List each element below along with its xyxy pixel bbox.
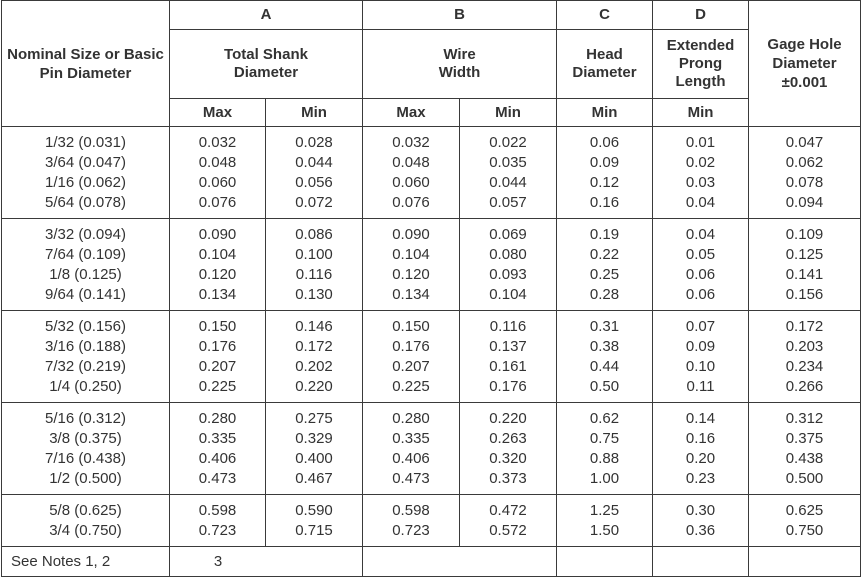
- col-letter-c: C: [557, 1, 653, 30]
- a-max-value: 0.598: [198, 502, 237, 519]
- nominal-size-value: 5/64 (0.078): [45, 194, 126, 211]
- d-min-value: 0.20: [685, 450, 716, 467]
- notes-label: See Notes 1, 2: [2, 547, 170, 577]
- a-min-cell: [266, 403, 363, 495]
- b-min-cell: [460, 311, 557, 403]
- b-max-value: 0.598: [392, 502, 430, 519]
- notes-row: [2, 547, 861, 577]
- gage-hole-cell: [749, 219, 861, 311]
- a-max-value: 0.406: [198, 450, 237, 467]
- d-min-cell: [653, 219, 749, 311]
- col-letter-b: B: [363, 1, 557, 30]
- b-max-value: 0.176: [392, 338, 430, 355]
- gage-hole-value: 0.062: [785, 154, 824, 171]
- a-min-value: 0.329: [295, 430, 333, 447]
- a-min-value: 0.072: [295, 194, 333, 211]
- d-min-value: 0.09: [685, 338, 716, 355]
- a-max-cell: [170, 403, 266, 495]
- a-min-value: 0.086: [295, 226, 333, 243]
- a-min-value: 0.202: [295, 358, 333, 375]
- b-max-value: 0.032: [392, 134, 430, 151]
- b-max-value: 0.207: [392, 358, 430, 375]
- notes-reference-value: 3: [213, 553, 223, 570]
- a-max-value: 0.225: [198, 378, 237, 395]
- a-max-cell: [170, 311, 266, 403]
- table-row: [2, 219, 861, 311]
- a-max-value: 0.473: [198, 470, 237, 487]
- c-min-value: 0.09: [589, 154, 620, 171]
- nominal-size-value: 3/16 (0.188): [45, 338, 126, 355]
- gage-hole-value: 0.047: [785, 134, 824, 151]
- row-group: [2, 127, 861, 219]
- a-min-value: 0.056: [295, 174, 333, 191]
- nominal-size-value: 3/64 (0.047): [45, 154, 126, 171]
- nominal-size-cell: [2, 495, 170, 547]
- b-max-header: Max: [363, 99, 460, 127]
- gage-hole-value: 0.203: [785, 338, 824, 355]
- c-min-value: 0.06: [589, 134, 620, 151]
- gage-hole-value: 0.625: [785, 502, 824, 519]
- b-min-value: 0.320: [489, 450, 527, 467]
- nominal-size-value: 1/8 (0.125): [49, 266, 122, 283]
- a-max-cell: [170, 219, 266, 311]
- c-min-value: 0.31: [589, 318, 620, 335]
- c-min-value: 0.19: [589, 226, 620, 243]
- d-min-value: 0.23: [685, 470, 716, 487]
- table-row: [2, 311, 861, 403]
- b-min-cell: [460, 403, 557, 495]
- nominal-size-value: 1/32 (0.031): [45, 134, 126, 151]
- table-header: [2, 1, 861, 127]
- gage-hole-cell: [749, 495, 861, 547]
- b-max-value: 0.473: [392, 470, 430, 487]
- row-group: [2, 495, 861, 547]
- b-max-value: 0.406: [392, 450, 430, 467]
- wire-width-header: Wire Width: [363, 30, 557, 99]
- head-diameter-header: Head Diameter: [557, 30, 653, 99]
- table-row: [2, 495, 861, 547]
- nominal-size-cell: [2, 219, 170, 311]
- a-min-cell: [266, 219, 363, 311]
- a-min-value: 0.116: [295, 266, 333, 283]
- nominal-size-value: 9/64 (0.141): [45, 286, 126, 303]
- gage-hole-value: 0.172: [785, 318, 824, 335]
- b-max-cell: [363, 311, 460, 403]
- a-min-value: 0.467: [295, 470, 333, 487]
- d-min-header: Min: [653, 99, 749, 127]
- b-max-value: 0.225: [392, 378, 430, 395]
- d-min-value: 0.30: [685, 502, 716, 519]
- nominal-size-value: 5/8 (0.625): [49, 502, 122, 519]
- a-max-value: 0.032: [198, 134, 237, 151]
- d-min-value: 0.06: [685, 286, 716, 303]
- a-min-value: 0.400: [295, 450, 333, 467]
- b-min-value: 0.176: [489, 378, 527, 395]
- d-min-value: 0.36: [685, 522, 716, 539]
- a-min-header: Min: [266, 99, 363, 127]
- gage-hole-value: 0.234: [785, 358, 824, 375]
- nominal-size-cell: [2, 311, 170, 403]
- row-group: [2, 219, 861, 311]
- c-min-cell: [557, 311, 653, 403]
- a-max-value: 0.076: [198, 194, 237, 211]
- a-min-value: 0.146: [295, 318, 333, 335]
- gage-hole-value: 0.750: [785, 522, 824, 539]
- d-min-value: 0.10: [685, 358, 716, 375]
- d-min-value: 0.04: [685, 194, 716, 211]
- a-max-value: 0.120: [198, 266, 237, 283]
- b-min-value: 0.116: [489, 318, 527, 335]
- b-min-value: 0.572: [489, 522, 527, 539]
- d-min-value: 0.02: [685, 154, 716, 171]
- notes-reference: [170, 547, 363, 577]
- d-min-value: 0.03: [685, 174, 716, 191]
- b-min-cell: [460, 219, 557, 311]
- nominal-size-value: 3/4 (0.750): [49, 522, 122, 539]
- b-max-cell: [363, 127, 460, 219]
- b-max-value: 0.134: [392, 286, 430, 303]
- a-min-value: 0.044: [295, 154, 333, 171]
- gage-hole-value: 0.438: [785, 450, 824, 467]
- gage-hole-value: 0.141: [785, 266, 824, 283]
- a-min-value: 0.100: [295, 246, 333, 263]
- notes-section: [2, 547, 861, 577]
- c-min-value: 0.25: [589, 266, 620, 283]
- c-min-value: 0.22: [589, 246, 620, 263]
- gage-hole-cell: [749, 403, 861, 495]
- c-min-value: 0.62: [589, 410, 620, 427]
- nominal-size-value: 7/16 (0.438): [45, 450, 126, 467]
- c-min-cell: [557, 495, 653, 547]
- nominal-size-value: 5/16 (0.312): [45, 410, 126, 427]
- gage-hole-value: 0.156: [785, 286, 824, 303]
- gage-hole-value: 0.500: [785, 470, 824, 487]
- a-max-value: 0.280: [198, 410, 237, 427]
- a-max-value: 0.176: [198, 338, 237, 355]
- table-row: [2, 127, 861, 219]
- b-min-value: 0.069: [489, 226, 527, 243]
- nominal-size-value: 1/2 (0.500): [49, 470, 122, 487]
- a-max-value: 0.090: [198, 226, 237, 243]
- gage-hole-value: 0.078: [785, 174, 824, 191]
- b-max-value: 0.280: [392, 410, 430, 427]
- nominal-size-value: 5/32 (0.156): [45, 318, 126, 335]
- a-min-cell: [266, 311, 363, 403]
- b-max-value: 0.060: [392, 174, 430, 191]
- c-min-value: 1.00: [589, 470, 620, 487]
- b-max-cell: [363, 495, 460, 547]
- gage-hole-value: 0.125: [785, 246, 824, 263]
- b-min-value: 0.104: [489, 286, 527, 303]
- c-min-cell: [557, 219, 653, 311]
- c-min-cell: [557, 403, 653, 495]
- a-max-value: 0.207: [198, 358, 237, 375]
- a-max-value: 0.335: [198, 430, 237, 447]
- gage-hole-cell: [749, 127, 861, 219]
- b-min-cell: [460, 495, 557, 547]
- a-min-value: 0.220: [295, 378, 333, 395]
- c-min-value: 0.38: [589, 338, 620, 355]
- b-min-value: 0.022: [489, 134, 527, 151]
- b-min-cell: [460, 127, 557, 219]
- b-max-value: 0.076: [392, 194, 430, 211]
- extended-prong-length-header: Extended Prong Length: [653, 30, 749, 99]
- d-min-cell: [653, 495, 749, 547]
- nominal-size-value: 1/4 (0.250): [49, 378, 122, 395]
- d-min-cell: [653, 403, 749, 495]
- c-min-value: 0.75: [589, 430, 620, 447]
- d-min-value: 0.01: [685, 134, 716, 151]
- a-min-cell: [266, 127, 363, 219]
- nominal-size-cell: [2, 403, 170, 495]
- c-min-value: 1.25: [589, 502, 620, 519]
- a-min-value: 0.172: [295, 338, 333, 355]
- c-min-cell: [557, 127, 653, 219]
- b-max-value: 0.723: [392, 522, 430, 539]
- nominal-size-value: 7/64 (0.109): [45, 246, 126, 263]
- b-min-value: 0.035: [489, 154, 527, 171]
- col-letter-d: D: [653, 1, 749, 30]
- b-max-cell: [363, 219, 460, 311]
- notes-empty-d: [653, 547, 749, 577]
- col-letter-a: A: [170, 1, 363, 30]
- notes-empty-b: [363, 547, 557, 577]
- d-min-value: 0.04: [685, 226, 716, 243]
- b-max-value: 0.120: [392, 266, 430, 283]
- b-max-cell: [363, 403, 460, 495]
- a-max-cell: [170, 495, 266, 547]
- b-max-value: 0.335: [392, 430, 430, 447]
- b-min-value: 0.373: [489, 470, 527, 487]
- a-max-header: Max: [170, 99, 266, 127]
- total-shank-diameter-header: Total Shank Diameter: [170, 30, 363, 99]
- a-max-value: 0.048: [198, 154, 237, 171]
- notes-empty-gage: [749, 547, 861, 577]
- row-group: [2, 403, 861, 495]
- d-min-value: 0.16: [685, 430, 716, 447]
- a-max-value: 0.150: [198, 318, 237, 335]
- d-min-value: 0.06: [685, 266, 716, 283]
- b-min-value: 0.263: [489, 430, 527, 447]
- a-min-value: 0.028: [295, 134, 333, 151]
- a-min-value: 0.715: [295, 522, 333, 539]
- a-max-cell: [170, 127, 266, 219]
- d-min-value: 0.14: [685, 410, 716, 427]
- nominal-size-header: Nominal Size or Basic Pin Diameter: [2, 1, 170, 127]
- b-min-header: Min: [460, 99, 557, 127]
- c-min-value: 0.88: [589, 450, 620, 467]
- a-max-value: 0.723: [198, 522, 237, 539]
- c-min-header: Min: [557, 99, 653, 127]
- b-min-value: 0.220: [489, 410, 527, 427]
- b-min-value: 0.161: [489, 358, 527, 375]
- nominal-size-cell: [2, 127, 170, 219]
- a-min-cell: [266, 495, 363, 547]
- d-min-value: 0.11: [686, 378, 715, 395]
- c-min-value: 0.50: [589, 378, 620, 395]
- row-group: [2, 311, 861, 403]
- d-min-cell: [653, 127, 749, 219]
- d-min-value: 0.07: [685, 318, 716, 335]
- nominal-size-value: 7/32 (0.219): [45, 358, 126, 375]
- c-min-value: 1.50: [589, 522, 620, 539]
- b-max-value: 0.104: [392, 246, 430, 263]
- nominal-size-value: 1/16 (0.062): [45, 174, 126, 191]
- gage-hole-header: Gage Hole Diameter ±0.001: [749, 1, 861, 127]
- nominal-size-value: 3/32 (0.094): [45, 226, 126, 243]
- c-min-value: 0.16: [589, 194, 620, 211]
- a-min-value: 0.590: [295, 502, 333, 519]
- a-min-value: 0.130: [295, 286, 333, 303]
- gage-hole-value: 0.266: [785, 378, 824, 395]
- dimensions-table: [1, 0, 861, 577]
- b-max-value: 0.090: [392, 226, 430, 243]
- c-min-value: 0.44: [589, 358, 620, 375]
- b-min-value: 0.044: [489, 174, 527, 191]
- gage-hole-value: 0.312: [785, 410, 824, 427]
- a-max-value: 0.104: [198, 246, 237, 263]
- a-max-value: 0.134: [198, 286, 237, 303]
- b-min-value: 0.057: [489, 194, 527, 211]
- nominal-size-value: 3/8 (0.375): [49, 430, 122, 447]
- b-min-value: 0.472: [489, 502, 527, 519]
- a-max-value: 0.060: [198, 174, 237, 191]
- gage-hole-value: 0.375: [785, 430, 824, 447]
- table-row: [2, 403, 861, 495]
- b-max-value: 0.150: [392, 318, 430, 335]
- b-min-value: 0.093: [489, 266, 527, 283]
- gage-hole-value: 0.109: [785, 226, 824, 243]
- gage-hole-value: 0.094: [785, 194, 824, 211]
- c-min-value: 0.12: [589, 174, 620, 191]
- d-min-value: 0.05: [685, 246, 716, 263]
- notes-empty-c: [557, 547, 653, 577]
- b-min-value: 0.137: [489, 338, 527, 355]
- gage-hole-cell: [749, 311, 861, 403]
- d-min-cell: [653, 311, 749, 403]
- b-max-value: 0.048: [392, 154, 430, 171]
- b-min-value: 0.080: [489, 246, 527, 263]
- a-min-value: 0.275: [295, 410, 333, 427]
- c-min-value: 0.28: [589, 286, 620, 303]
